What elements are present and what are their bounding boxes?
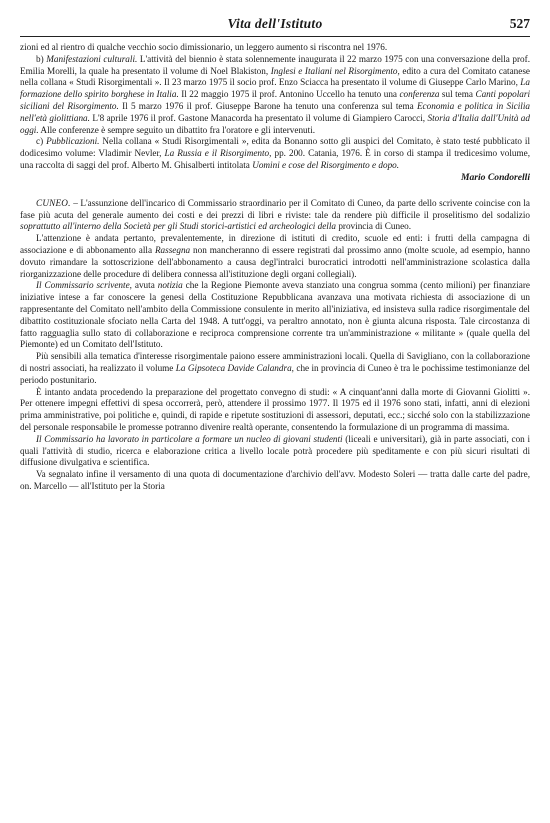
text-run: non mancheranno di essere registrati dal prossimo anno (molte scuole, ad esempio, hanno dovuto rimandare la sottoscrizione dell'abbonamento a causa degl'intralci burocratici introdotti nell'amministrazione scolastica dalla riorganizzazione delle procedure di delibera connessa all'istituzione degli organi collegiali). (20, 244, 530, 279)
text-run: L'attenzione è andata pertanto, prevalentemente, in direzione di istituti di credito, scuole ed enti: i frutti della campagna di associazione e di abbonamento alla (20, 233, 530, 255)
journal-title: Rassegna (154, 244, 191, 255)
text-run: che in provincia di Cuneo è tra le pochissime testimonianze del periodo postunitario. (20, 362, 530, 385)
text-run: Alle conferenze è sempre seguito un dibattito fra l'oratore e gli intervenuti. (38, 124, 316, 135)
paragraph-cuneo-intro (20, 198, 530, 233)
book-title: Storia d'Italia dall'Unità ad oggi. (20, 112, 530, 135)
book-title: Inglesi e Italiani nel Risorgimento, (270, 65, 400, 76)
text-run: che la Regione Piemonte aveva stanziato una congrua somma (cento milioni) per finanziare iniziative intese a far conoscere la genesi della Costituzione Repubblicana avanzava una motivata richiesta di associazione di un rappresentante del Comitato nell'ambito della Commissione consulente in merito all'iniziativa, ed insisteva sulla radice risorgimentale del dibattito costituzionale sfociato nella Carta del 1948. A tutt'oggi, va peraltro annotato, non è giunta alcuna risposta. Tale circostanza di fatto ragguaglia sullo stato di collaborazione e reciproca comprensione corrente tra un'amministrazione « militante » (quale quella del Piemonte) ed un Comitato dell'Istituto. (20, 280, 530, 350)
running-header (20, 16, 530, 36)
paragraph-membership: zioni ed al rientro di qualche vecchio socio dimissionario, un leggero aumento si riscontra nel 1976. (20, 42, 388, 52)
paragraph-regione-piemonte (20, 280, 530, 351)
text-run: Nella collana « Studi Risorgimentali », edita da Bonanno sotto gli auspici del Comitato, è stato testé pubblicato il dodicesimo volume: Vladimir Nevler, (20, 136, 531, 159)
page-number: 527 (509, 16, 530, 31)
paragraph-cultural-events (20, 54, 530, 137)
emphasis: notizia (157, 280, 183, 291)
paragraph-local-administrations (20, 351, 530, 386)
book-title: La Gipsoteca Davide Calandra, (175, 362, 294, 373)
item-heading: Manifestazioni culturali. (46, 53, 138, 64)
text-run: Il 22 maggio 1975 il prof. Antonino Uccello ha tenuto una (178, 89, 400, 100)
emphasis: Il Commissario ha lavorato in particolare a formare un nucleo di giovani studenti (36, 433, 343, 444)
place-heading: CUNEO. (36, 197, 71, 208)
book-title: La Russia e il Risorgimento, (164, 148, 272, 159)
emphasis: Il Commissario scrivente, (36, 280, 132, 291)
text-run: L'attività del biennio è stata solennemente inaugurata il 22 marzo 1975 con una conversazione della prof. Emilia Morelli, la quale ha presentato il volume di Noel Blakiston, (20, 53, 530, 76)
paragraph-archive-deposit: Va segnalato infine il versamento di una quota di documentazione d'archivio dell'avv. Modesto Soleri — tratta dalle carte del padre, on. Marcello — all'Istituto per la Storia (20, 469, 530, 491)
text-run: sul tema (439, 89, 476, 100)
text-run: Il 5 marzo 1976 il prof. Giuseppe Barone ha tenuto una conferenza sul tema (118, 100, 417, 111)
book-title: La formazione dello spirito borghese in Italia. (20, 77, 530, 100)
emphasis: conferenza (399, 89, 440, 100)
text-run: avuta (131, 280, 158, 291)
item-marker: b) (36, 53, 47, 64)
text-run: provincia di Cuneo. (336, 221, 412, 232)
text-run: pp. 200. Catania, 1976. È in corso di stampa il tredicesimo volume, una raccolta di saggi del prof. Alberto M. Ghisalberti intitolata (20, 148, 530, 170)
text-run: edito a cura del Comitato catanese nella collana « Studi Risorgimentali ». Il 23 marzo 1975 il socio prof. Enzo Sciacca ha presentato il volume di Giuseppe Carlo Marino, (20, 65, 530, 88)
lecture-title: Canti popolari siciliani del Risorgimento. (20, 89, 530, 111)
header-rule (20, 36, 530, 37)
emphasis: soprattutto all'interno della Società per gli Studi storici-artistici ed archeologici della (20, 221, 337, 232)
lecture-title: Economia e politica in Sicilia nell'età giolittiana. (20, 100, 530, 123)
author-signature: Mario Condorelli (460, 171, 530, 183)
paragraph-young-students (20, 434, 530, 469)
book-title: Uomini e cose del Risorgimento e dopo. (252, 159, 400, 170)
text-run: (liceali e universitari), già in parte associati, con i quali l'attività di studio, ricerca e elaborazione critica a livello locale potrà procedere più speditamente e con più sicuri risultati di diffusione divulgativa e scientifica. (20, 433, 531, 468)
text-run: Più sensibili alla tematica d'interesse risorgimentale paiono essere amministrazioni locali. Quella di Savigliano, con la collaborazione di nostri associati, ha realizzato il volume (20, 351, 530, 373)
article-body (20, 42, 530, 493)
text-run: – L'assunzione dell'incarico di Commissario straordinario per il Comitato di Cuneo, da parte dello scrivente coincise con la fase più acuta del generale aumento dei costi e dei prezzi di libri e riviste: tale da rendere più difficile il proselitismo del sodalizio (20, 197, 530, 220)
text-run: L'8 aprile 1976 il prof. Gastone Manacorda ha presentato il volume di Giampiero Carocci, (89, 112, 428, 123)
paragraph-publications (20, 136, 530, 171)
paragraph-giolitti-convegno: È intanto andata procedendo la preparazione del progettato convegno di studi: « A cinquant'anni dalla morte di Giovanni Giolitti ». Per ottenere impegni effettivi di spesa occorrerà, però, attendere il prossimo 1977. Il 1975 ed il 1976 sono stati, infatti, anni di elezioni prima amministrative, poi politiche e, quindi, di rapide e ripetute sostituzioni di assessori, deputati, ecc.; sicché solo con la stabilizzazione del personale responsabile le promesse potranno divenire realtà operante, consentendo la formulazione di un programma di massima. (20, 386, 530, 432)
paragraph-credit-institutes (20, 233, 530, 280)
item-heading: Pubblicazioni. (46, 136, 100, 147)
section-gap (20, 184, 530, 198)
header-title: Vita dell'Istituto (227, 16, 323, 31)
item-marker: c) (36, 136, 47, 147)
